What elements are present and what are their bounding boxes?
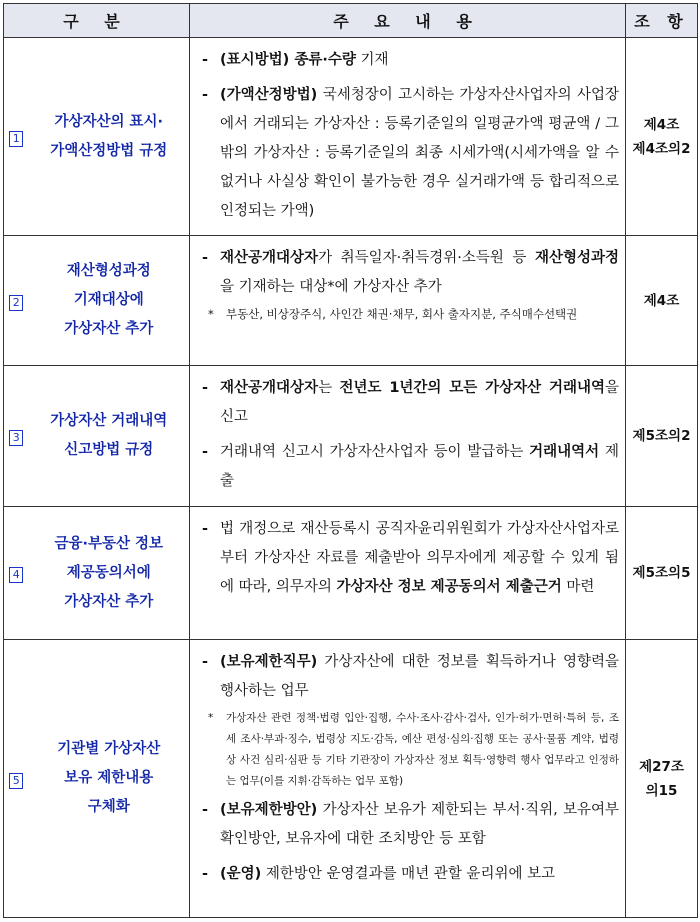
row-number-badge: 3 (9, 430, 23, 446)
row-category: 기관별 가상자산 보유 제한내용 구체화 (29, 640, 190, 918)
content-item: - (보유제한직무) 가상자산에 대한 정보를 획득하거나 영향력을 행사하는 업무 (202, 654, 620, 699)
content-item: - 거래내역 신고시 가상자산사업자 등이 발급하는 거래내역서 제출 (202, 444, 620, 489)
table-row (4, 640, 698, 918)
row-article: 제27조 의15 (626, 640, 698, 918)
row-article: 제4조 제4조의2 (626, 38, 698, 236)
row-article: 제4조 (626, 236, 698, 366)
content-item: - (운영) 제한방안 운영결과를 매년 관할 윤리위에 보고 (202, 866, 556, 882)
content-item: - 재산공개대상자가 취득일자·취득경위·소득원 등 재산형성과정을 기재하는 대상*에 가상자산 추가 (202, 250, 620, 295)
table-row (4, 507, 698, 640)
row-number-badge: 5 (9, 773, 23, 789)
row-category: 가상자산 거래내역 신고방법 규정 (29, 366, 190, 507)
content-item: - (표시방법) 종류·수량 기재 (202, 52, 389, 68)
content-item: - 법 개정으로 재산등록시 공직자윤리위원회가 가상자산사업자로부터 가상자산 자료를 제출받아 의무자에게 제공할 수 있게 됨에 따라, 의무자의 가상자산 정보 제공동의서 제출근거 마련 (202, 521, 620, 595)
header-article: 조 항 (626, 4, 698, 38)
table-row (4, 236, 698, 366)
summary-table (3, 3, 698, 918)
row-article: 제5조의2 (626, 366, 698, 507)
row-number-badge: 4 (9, 567, 23, 583)
table-row (4, 38, 698, 236)
content-item: - (가액산정방법) 국세청장이 고시하는 가상자산사업자의 사업장에서 거래되는 가상자산 : 등록기준일의 일평균가액 평균액 / 그 밖의 가상자산 : 등록기준일의 최종 시세가액(시세가액을 알 수 없거나 사실상 확인이 불가능한 경우 실거래가액 등 합리적으로 인정되는 가액) (202, 87, 620, 219)
row-article: 제5조의5 (626, 507, 698, 640)
footnote: * 부동산, 비상장주식, 사인간 채권·채무, 회사 출자지분, 주식매수선택권 (208, 307, 578, 321)
row-category: 금융·부동산 정보 제공동의서에 가상자산 추가 (29, 507, 190, 640)
content-item: - (보유제한방안) 가상자산 보유가 제한되는 부서·직위, 보유여부 확인방안, 보유자에 대한 조치방안 등 포함 (202, 802, 620, 847)
footnote: * 가상자산 관련 정책·법령 입안·집행, 수사·조사·감사·검사, 인가·허가·면허·특허 등, 조세 조사·부과·징수, 법령상 지도·감독, 예산 편성·심의·집행 또는 공사·물품 계약, 법령상 사건 심리·심판 등 기타 기관장이 가상자산 정보 획득·영향력 행사 업무라고 인정하는 업무(이를 지휘·감독하는 업무 포함) (208, 712, 620, 787)
row-content (190, 640, 626, 918)
row-category: 가상자산의 표시· 가액산정방법 규정 (29, 38, 190, 236)
header-category: 구 분 (4, 4, 190, 38)
row-content (190, 38, 626, 236)
row-category: 재산형성과정 기재대상에 가상자산 추가 (29, 236, 190, 366)
row-number-badge: 1 (9, 131, 23, 147)
table-row (4, 366, 698, 507)
header-row (4, 4, 698, 38)
row-content (190, 366, 626, 507)
row-content (190, 507, 626, 640)
row-content (190, 236, 626, 366)
row-number-badge: 2 (9, 295, 23, 311)
header-content: 주 요 내 용 (190, 4, 626, 38)
content-item: - 재산공개대상자는 전년도 1년간의 모든 가상자산 거래내역을 신고 (202, 380, 620, 425)
